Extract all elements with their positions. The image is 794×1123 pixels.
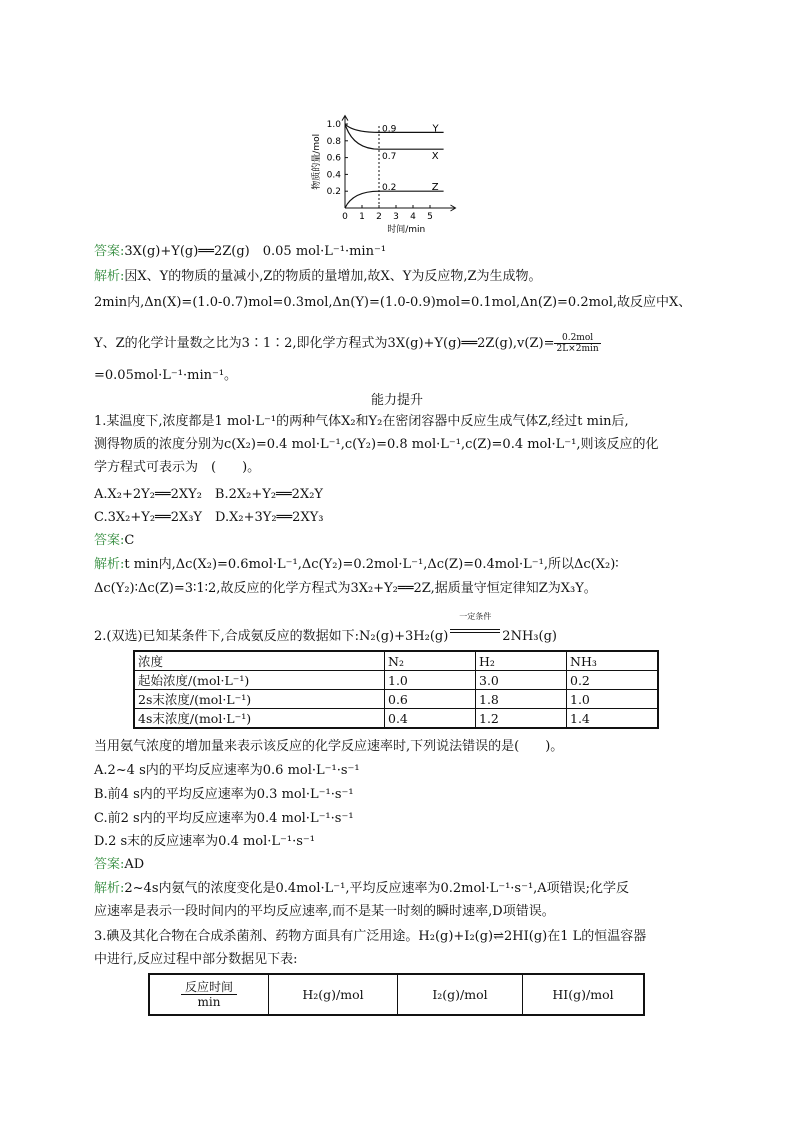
table-cell: N₂ (385, 651, 476, 671)
series-line-z (345, 191, 444, 208)
y-axis-label: 物质的量/mol (312, 133, 322, 190)
table-cell: 起始浓度/(mol·L⁻¹) (134, 671, 385, 690)
q3-stem-2: 中进行,反应过程中部分数据见下表: (94, 952, 298, 967)
table-cell: NH₃ (567, 651, 659, 671)
table-header-row (134, 651, 658, 671)
table-cell: H₂(g)/mol (269, 974, 398, 1015)
y-tick-label: 1.0 (326, 120, 341, 130)
x-tick-label: 2 (376, 212, 382, 222)
q1-options-ab: A.X₂+2Y₂══2XY₂ B.2X₂+Y₂══2X₂Y (94, 487, 323, 502)
table-cell: 1.0 (567, 690, 659, 709)
table-cell: 1.0 (385, 671, 476, 690)
y-tick-label: 0.8 (326, 136, 341, 147)
analysis-2-line2: 应速率是表示一段时间内的平均反应速率,而不是某一时刻的瞬时速率,D项错误。 (94, 904, 555, 919)
equilibrium-arrow: 一定条件 (448, 622, 502, 640)
q1-stem: 1.某温度下,浓度都是1 mol·L⁻¹的两种气体X₂和Y₂在密闭容器中反应生成气体Z,经过t min后, (94, 414, 629, 429)
x-tick-label: 4 (410, 212, 416, 222)
answer-0: 答案:3X(g)+Y(g)══2Z(g) 0.05 mol·L⁻¹·min⁻¹ (94, 244, 387, 259)
q2-stem: 2.(双选)已知某条件下,合成氨反应的数据如下:N₂(g)+3H₂(g) 一定条件 2NH₃(g) (94, 612, 557, 644)
q2-option-b: B.前4 s内的平均反应速率为0.3 mol·L⁻¹·s⁻¹ (94, 787, 354, 802)
hi-data-table (148, 973, 645, 1016)
analysis-0: 解析:因X、Y的物质的量减小,Z的物质的量增加,故X、Y为反应物,Z为生成物。 (94, 269, 542, 284)
table-row (134, 690, 658, 709)
table-cell: 1.2 (476, 709, 567, 729)
table-cell: 0.4 (385, 709, 476, 729)
table-cell (149, 974, 269, 1015)
table-header-row (149, 974, 644, 1015)
q2-question: 当用氨气浓度的增加量来表示该反应的化学反应速率时,下列说法错误的是( )。 (94, 739, 564, 754)
q3-stem: 3.碘及其化合物在合成杀菌剂、药物方面具有广泛用途。H₂(g)+I₂(g)⇌2HI(g)在1 L的恒温容器 (94, 929, 647, 944)
y-tick-label: 0.4 (326, 170, 341, 181)
table-cell: I₂(g)/mol (398, 974, 523, 1015)
y-tick-label: 0.2 (326, 187, 341, 198)
value-label-x: 0.7 (382, 152, 397, 163)
analysis-1: 解析:t min内,Δc(X₂)=0.6mol·L⁻¹,Δc(Y₂)=0.2mol·L⁻¹,Δc(Z)=0.4mol·L⁻¹,所以Δc(X₂)∶ (94, 557, 619, 572)
q2-option-c: C.前2 s内的平均反应速率为0.4 mol·L⁻¹·s⁻¹ (94, 811, 354, 826)
table-cell: 0.2 (567, 671, 659, 690)
table-cell: H₂ (476, 651, 567, 671)
ammonia-data-table (133, 650, 659, 729)
table-cell: HI(g)/mol (523, 974, 645, 1015)
table-cell: 1.4 (567, 709, 659, 729)
table-cell: 0.6 (385, 690, 476, 709)
analysis-2: 解析:2~4s内氨气的浓度变化是0.4mol·L⁻¹,平均反应速率为0.2mol·L⁻¹·s⁻¹,A项错误;化学反 (94, 881, 630, 896)
section-title: 能力提升 (370, 393, 423, 408)
series-name-y: Y (432, 123, 439, 135)
q2-option-d: D.2 s末的反应速率为0.4 mol·L⁻¹·s⁻¹ (94, 834, 316, 849)
rate-fraction: $\frac{\text{0.2mol}}{2L\times 2\min}$ (556, 333, 599, 354)
x-axis-label: 时间/min (387, 225, 426, 234)
q1-options-cd: C.3X₂+Y₂══2X₃Y D.X₂+3Y₂══2XY₃ (94, 510, 324, 525)
analysis-1-line2: Δc(Y₂)∶Δc(Z)=3∶1∶2,故反应的化学方程式为3X₂+Y₂══2Z,据质量守恒定律知Z为X₃Y。 (94, 581, 597, 596)
y-tick-label: 0.6 (326, 153, 341, 164)
analysis-0-line4: =0.05mol·L⁻¹·min⁻¹。 (94, 368, 238, 383)
table-cell: 3.0 (476, 671, 567, 690)
series-name-z: Z (431, 182, 439, 194)
x-tick-label: 1 (359, 212, 365, 222)
table-row (134, 671, 658, 690)
table-cell: 1.8 (476, 690, 567, 709)
value-label-y: 0.9 (382, 124, 397, 135)
table-cell: 浓度 (134, 651, 385, 671)
answer-2: 答案:AD (94, 857, 145, 872)
x-tick-label: 5 (427, 212, 433, 222)
table-cell: 2s末浓度/(mol·L⁻¹) (134, 690, 385, 709)
q2-option-a: A.2~4 s内的平均反应速率为0.6 mol·L⁻¹·s⁻¹ (94, 763, 360, 778)
x-tick-label: 3 (393, 212, 399, 222)
series-name-x: X (431, 151, 439, 163)
diagonal-header: 反应时间 min (181, 980, 237, 1009)
analysis-0-line2: 2min内,Δn(X)=(1.0-0.7)mol=0.3mol,Δn(Y)=(1.0-0.9)mol=0.1mol,Δn(Z)=0.2mol,故反应中X、 (94, 295, 692, 310)
answer-1: 答案:C (94, 533, 135, 548)
table-cell: 4s末浓度/(mol·L⁻¹) (134, 709, 385, 729)
x-tick-label: 0 (342, 212, 348, 222)
q1-stem-3: 学方程式可表示为 ( )。 (94, 460, 261, 475)
value-label-z: 0.2 (382, 183, 397, 194)
analysis-0-line3: Y、Z的化学计量数之比为3∶1∶2,即化学方程式为3X(g)+Y(g)══2Z(g),v(Z)= $\frac{\text{0.2mol}}{2L\times 2\min}$ (94, 333, 599, 354)
amount-time-chart (305, 98, 490, 234)
table-row (134, 709, 658, 729)
q1-stem-2: 测得物质的浓度分别为c(X₂)=0.4 mol·L⁻¹,c(Y₂)=0.8 mol·L⁻¹,c(Z)=0.4 mol·L⁻¹,则该反应的化 (94, 437, 659, 452)
